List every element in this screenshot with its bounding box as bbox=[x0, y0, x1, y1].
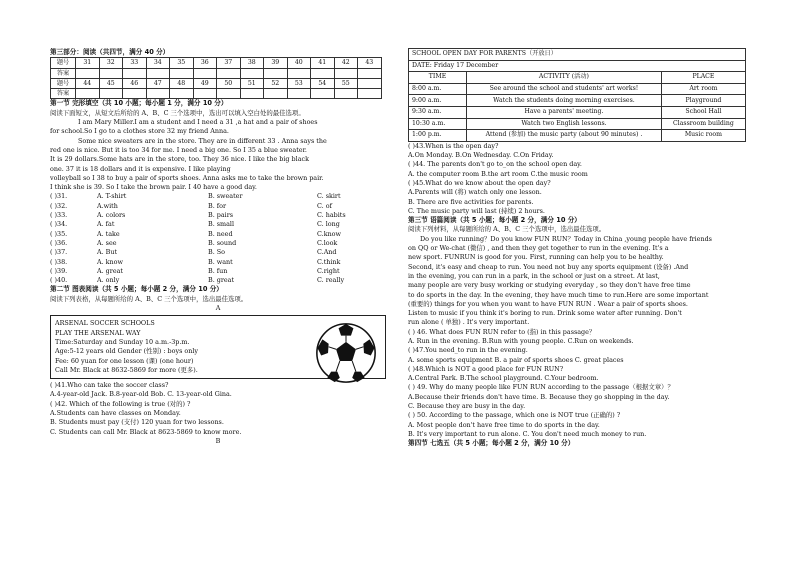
option-c: C.look bbox=[317, 238, 338, 247]
option-b: B. small bbox=[208, 220, 234, 229]
answer-cell[interactable] bbox=[146, 68, 170, 78]
option-row[interactable] bbox=[50, 248, 386, 257]
question-line: A. Most people don't have free time to do sports in the day. bbox=[408, 420, 600, 429]
answer-cell[interactable] bbox=[264, 89, 288, 99]
section2-title: 第二节 图表阅读（共 5 小题；每小题 2 分，满分 10 分） bbox=[50, 285, 223, 294]
header-place: PLACE bbox=[661, 72, 745, 84]
option-a: A. fat bbox=[97, 220, 115, 229]
option-b: B. for bbox=[208, 201, 227, 210]
passage-line: volleyball so I 38 to buy a pair of sports shoes. Anna asks me to take the brown pair. bbox=[50, 173, 324, 182]
passage-line: Listen to music if you think it's boring to run. Drink some water after running. Don't bbox=[408, 309, 682, 318]
option-row[interactable] bbox=[50, 230, 386, 239]
cell-place: Playground bbox=[661, 95, 745, 107]
option-c: C.know bbox=[317, 229, 341, 238]
option-c: C. of bbox=[317, 201, 332, 210]
question-line: ( )41.Who can take the soccer class? bbox=[50, 381, 169, 390]
option-row[interactable] bbox=[50, 192, 386, 201]
answer-cell[interactable] bbox=[264, 68, 288, 78]
grid-cell: 38 bbox=[240, 58, 264, 68]
question-line: ( )43.When is the open day? bbox=[408, 141, 499, 150]
answer-cell[interactable] bbox=[99, 89, 123, 99]
section2-b-questions bbox=[408, 142, 746, 216]
passage-line: Do you like running？Do you know FUN RUN？Today in China ,young people have friends bbox=[420, 234, 712, 243]
option-number: ( )37. bbox=[50, 248, 68, 257]
option-c: C. skirt bbox=[317, 192, 341, 201]
option-a: A. see bbox=[97, 238, 117, 247]
answer-cell[interactable] bbox=[170, 68, 194, 78]
cloze-passage bbox=[50, 118, 386, 192]
cell-activity: Watch two English lessons. bbox=[467, 118, 662, 130]
question-line: B. It's very important to run alone. C. You don't need much money to run. bbox=[408, 429, 647, 438]
header-activity: ACTIVITY (活动) bbox=[467, 72, 662, 84]
option-b: B. sound bbox=[208, 238, 237, 247]
option-c: C. really bbox=[317, 276, 345, 285]
cell-activity: Watch the students doing morning exercises. bbox=[467, 95, 662, 107]
question-line: C. The music party will last (持续) 2 hours. bbox=[408, 206, 545, 215]
option-b: B. pairs bbox=[208, 211, 234, 220]
header-time: TIME bbox=[409, 72, 467, 84]
grid-cell: 52 bbox=[264, 78, 288, 88]
marker-a: A bbox=[215, 304, 221, 313]
passage-line: for school.So I go to a clothes store 32 my friend Anna. bbox=[50, 127, 229, 136]
section1-instructions: 阅读下面短文，从短文后所给的 A、B、C 三个选项中，选出可以填入空白处的最佳选项。 bbox=[50, 108, 305, 117]
grid-cell: 37 bbox=[217, 58, 241, 68]
option-b: B. sweater bbox=[208, 192, 243, 201]
option-a: A. But bbox=[97, 248, 118, 257]
option-b: B. great bbox=[208, 276, 235, 285]
option-number: ( )33. bbox=[50, 211, 68, 220]
option-c: C. habits bbox=[317, 211, 346, 220]
grid-cell: 36 bbox=[193, 58, 217, 68]
question-line: ( ) 46. What does FUN RUN refer to (指) in this passage？ bbox=[408, 327, 596, 336]
option-b: B. need bbox=[208, 229, 233, 238]
answer-grid-row2-answers bbox=[51, 89, 382, 99]
grid-cell: 47 bbox=[146, 78, 170, 88]
answer-cell[interactable] bbox=[170, 89, 194, 99]
answer-cell[interactable] bbox=[240, 89, 264, 99]
option-a: A. take bbox=[97, 229, 120, 238]
answer-cell[interactable] bbox=[99, 68, 123, 78]
question-line: A.4-year-old Jack. B.8-year-old Bob. C. 13-year-old Gina. bbox=[50, 390, 232, 399]
option-a: A.with bbox=[97, 201, 118, 210]
answer-cell[interactable] bbox=[240, 68, 264, 78]
schedule-row bbox=[409, 130, 746, 142]
answer-cell[interactable] bbox=[334, 89, 358, 99]
passage-line: Second, it's easy and cheap to run. You need not buy any sports equipment (设备) .And bbox=[408, 262, 689, 271]
option-a: A. only bbox=[97, 276, 120, 285]
grid-cell: 46 bbox=[123, 78, 147, 88]
question-line: ( )45.What do we know about the open day? bbox=[408, 178, 551, 187]
schedule-title: SCHOOL OPEN DAY FOR PARENTS（开放日） bbox=[409, 49, 746, 61]
answer-cell[interactable] bbox=[193, 68, 217, 78]
grid-cell: 53 bbox=[287, 78, 311, 88]
cell-place: School Hall bbox=[661, 106, 745, 118]
section3-title: 第三节 语篇阅读（共 5 小题；每小题 2 分，满分 10 分） bbox=[408, 216, 581, 225]
passage-line: to do sports in the day. In the evening, they have much time to run.Here are some important bbox=[408, 290, 709, 299]
schedule-row bbox=[409, 118, 746, 130]
option-a: A. T-shirt bbox=[97, 192, 127, 201]
answer-grid-row1-numbers bbox=[51, 58, 382, 68]
answer-cell[interactable] bbox=[76, 89, 100, 99]
option-a: A. great bbox=[97, 266, 123, 275]
cell-time: 1:00 p.m. bbox=[409, 130, 467, 142]
schedule-row bbox=[409, 106, 746, 118]
ad-line: Fee: 60 yuan for one lesson (课) (one hour) bbox=[55, 356, 194, 365]
cell-activity: See around the school and students' art works! bbox=[467, 83, 662, 95]
soccer-ball-icon bbox=[315, 322, 377, 384]
option-c: C.right bbox=[317, 266, 340, 275]
cell-time: 9:00 a.m. bbox=[409, 95, 467, 107]
option-number: ( )34. bbox=[50, 220, 68, 229]
option-a: A. colors bbox=[97, 211, 126, 220]
grid-cell: 43 bbox=[358, 58, 382, 68]
cloze-options bbox=[50, 192, 386, 285]
grid-cell-empty bbox=[358, 89, 382, 99]
section1-title: 第一节 完形填空（共 10 小题；每小题 1 分，满分 10 分） bbox=[50, 99, 228, 108]
ad-line: Call Mr. Black at 8632-5869 for more (更多). bbox=[55, 365, 198, 374]
right-column bbox=[408, 48, 746, 449]
grid-cell: 51 bbox=[240, 78, 264, 88]
answer-cell[interactable] bbox=[287, 89, 311, 99]
option-row[interactable] bbox=[50, 220, 386, 229]
option-c: C. long bbox=[317, 220, 340, 229]
option-c: C.think bbox=[317, 257, 341, 266]
grid-cell: 42 bbox=[334, 58, 358, 68]
grid-cell: 32 bbox=[99, 58, 123, 68]
option-row[interactable] bbox=[50, 276, 386, 285]
grid-cell: 31 bbox=[76, 58, 100, 68]
ad-line: PLAY THE ARSENAL WAY bbox=[55, 328, 141, 337]
section4-title: 第四节 七选五（共 5 小题；每小题 2 分，满分 10 分） bbox=[408, 439, 575, 448]
answer-cell[interactable] bbox=[217, 89, 241, 99]
cell-activity: Have a parents' meeting. bbox=[467, 106, 662, 118]
grid-cell: 34 bbox=[146, 58, 170, 68]
answer-cell[interactable] bbox=[217, 68, 241, 78]
option-row[interactable] bbox=[50, 258, 386, 267]
grid-label: 答案 bbox=[51, 68, 76, 78]
grid-cell: 41 bbox=[311, 58, 335, 68]
answer-cell[interactable] bbox=[311, 68, 335, 78]
grid-cell: 48 bbox=[170, 78, 194, 88]
schedule-row bbox=[409, 83, 746, 95]
arsenal-ad-box bbox=[50, 315, 386, 379]
cell-time: 9:30 a.m. bbox=[409, 106, 467, 118]
grid-cell: 44 bbox=[76, 78, 100, 88]
funrun-passage bbox=[408, 235, 746, 328]
question-line: B. Students must pay (支付) 120 yuan for two lessons. bbox=[50, 418, 224, 427]
grid-cell: 54 bbox=[311, 78, 335, 88]
answer-cell[interactable] bbox=[311, 89, 335, 99]
question-line: ( )47.You need_to run in the evening. bbox=[408, 346, 528, 355]
ad-line: Age:5-12 years old Gender (性别) : boys only bbox=[55, 347, 199, 356]
option-b: B. So bbox=[208, 248, 225, 257]
option-number: ( )39. bbox=[50, 266, 68, 275]
answer-cell[interactable] bbox=[193, 89, 217, 99]
passage-line: one. 37 it is 18 dollars and it is expensive. I like playing bbox=[50, 164, 231, 173]
grid-cell: 40 bbox=[287, 58, 311, 68]
marker-b: B bbox=[215, 436, 221, 445]
passage-line: red one is nice. But it is too 34 for me. I need a big one. So I 35 a blue sweater. bbox=[50, 145, 307, 154]
question-line: ( )42. Which of the following is true (对的) ? bbox=[50, 399, 191, 408]
question-line: ( ) 49. Why do many people like FUN RUN according to the passage（根据文章）？ bbox=[408, 383, 674, 392]
option-row[interactable] bbox=[50, 239, 386, 248]
question-line: C. Because they are busy in the day. bbox=[408, 402, 526, 411]
grid-label: 题号 bbox=[51, 78, 76, 88]
grid-cell: 39 bbox=[264, 58, 288, 68]
schedule-header-row bbox=[409, 72, 746, 84]
section2-instructions: 阅读下列表格，从每题所给的 A、B、C 三个选项中，选出最佳选项。 bbox=[50, 294, 248, 303]
section2-questions bbox=[50, 381, 386, 437]
grid-cell: 55 bbox=[334, 78, 358, 88]
grid-cell-empty bbox=[358, 78, 382, 88]
question-line: ( ) 50. According to the passage, which one is NOT true (正确的) ? bbox=[408, 411, 621, 420]
option-c: C.And bbox=[317, 248, 337, 257]
option-b: B. want bbox=[208, 257, 233, 266]
grid-cell: 35 bbox=[170, 58, 194, 68]
passage-line: I am Mary Miller.I am a student and I need a 31 ,a hat and a pair of shoes bbox=[78, 118, 318, 127]
ad-line: Time:Saturday and Sunday 10 a.m.-3p.m. bbox=[55, 337, 190, 346]
passage-line: Some nice sweaters are in the store. They are in different 33 . Anna says the bbox=[78, 136, 327, 145]
passage-line: I think she is 39. So I take the brown pair. I 40 have a good day. bbox=[50, 183, 257, 192]
question-line: C. Students can call Mr. Black at 8623-5869 to know more. bbox=[50, 427, 242, 436]
schedule-row bbox=[409, 95, 746, 107]
question-line: A.Central Park. B.The school playground. C.Your bedroom. bbox=[408, 374, 599, 383]
question-line: ( )44. The parents don't go to_on the school open day. bbox=[408, 160, 582, 169]
option-b: B. fun bbox=[208, 266, 228, 275]
option-number: ( )38. bbox=[50, 257, 68, 266]
answer-grid bbox=[50, 57, 382, 99]
question-line: A.Students can have classes on Monday. bbox=[50, 408, 181, 417]
question-line: A. the computer room B.the art room C.the music room bbox=[408, 169, 588, 178]
section3-questions bbox=[408, 328, 746, 440]
passage-line: in the evening, you can run in a park, in the school or just on a street. At last, bbox=[408, 271, 660, 280]
answer-cell[interactable] bbox=[287, 68, 311, 78]
question-line: ( )48.Which is NOT a good place for FUN RUN? bbox=[408, 364, 564, 373]
option-number: ( )32. bbox=[50, 201, 68, 210]
option-row[interactable] bbox=[50, 202, 386, 211]
grid-cell: 49 bbox=[193, 78, 217, 88]
option-a: A. know bbox=[97, 257, 123, 266]
question-line: A.Because their friends don't have time. B. Because they go shopping in the day. bbox=[408, 392, 670, 401]
left-column bbox=[50, 48, 386, 446]
question-line: A. some sports equipment B. a pair of sports shoes C. great places bbox=[408, 355, 624, 364]
question-line: B. There are five activities for parents. bbox=[408, 197, 534, 206]
cell-time: 10:30 a.m. bbox=[409, 118, 467, 130]
question-line: A.Parents will (将) watch only one lesson. bbox=[408, 188, 542, 197]
passage-line: many people are very busy working or studying everyday , so they don't have free time bbox=[408, 281, 691, 290]
part3-header: 第三部分：阅读（共四节，满分 40 分） bbox=[50, 48, 170, 56]
option-row[interactable] bbox=[50, 211, 386, 220]
grid-cell: 33 bbox=[123, 58, 147, 68]
option-number: ( )36. bbox=[50, 238, 68, 247]
cell-place: Art room bbox=[661, 83, 745, 95]
section3-instructions: 阅读下列材料，从每题所给的 A、B、C 三个选项中，选出最佳选项。 bbox=[408, 225, 606, 234]
passage-line: It is 29 dollars.Some hats are in the store, too. They 36 nice. I like the big black bbox=[50, 155, 309, 164]
option-row[interactable] bbox=[50, 267, 386, 276]
answer-grid-row2-numbers bbox=[51, 78, 382, 88]
passage-line: (重要的) things for you when you want to have FUN RUN . Wear a pair of sports shoes. bbox=[408, 299, 688, 308]
schedule-date: DATE: Friday 17 December bbox=[409, 60, 746, 72]
answer-cell[interactable] bbox=[146, 89, 170, 99]
answer-cell[interactable] bbox=[334, 68, 358, 78]
question-line: A.On Monday. B.On Wednesday. C.On Friday. bbox=[408, 151, 554, 160]
open-day-schedule bbox=[408, 48, 746, 142]
grid-cell: 45 bbox=[99, 78, 123, 88]
grid-cell: 50 bbox=[217, 78, 241, 88]
answer-cell[interactable] bbox=[76, 68, 100, 78]
grid-label: 题号 bbox=[51, 58, 76, 68]
option-number: ( )31. bbox=[50, 192, 68, 201]
answer-cell[interactable] bbox=[123, 89, 147, 99]
cell-place: Music room bbox=[661, 130, 745, 142]
ad-line: ARSENAL SOCCER SCHOOLS bbox=[55, 319, 155, 328]
grid-label: 答案 bbox=[51, 89, 76, 99]
passage-line: run alone ( 单独) . It's very important. bbox=[408, 318, 530, 327]
question-line: A. Run in the evening. B.Run with young people. C.Run on weekends. bbox=[408, 336, 634, 345]
option-number: ( )35. bbox=[50, 229, 68, 238]
answer-cell[interactable] bbox=[123, 68, 147, 78]
passage-line: on QQ or We-chat (微信) , and then they get together to run in the evening. It's a bbox=[408, 244, 669, 253]
cell-activity: Attend (参加) the music party (about 90 minutes) . bbox=[467, 130, 662, 142]
answer-grid-row1-answers bbox=[51, 68, 382, 78]
option-number: ( )40. bbox=[50, 276, 68, 285]
passage-line: new sport. FUNRUN is good for you. First, running can help you to be healthy. bbox=[408, 253, 664, 262]
cell-time: 8:00 a.m. bbox=[409, 83, 467, 95]
answer-cell[interactable] bbox=[358, 68, 382, 78]
cell-place: Classroom building bbox=[661, 118, 745, 130]
